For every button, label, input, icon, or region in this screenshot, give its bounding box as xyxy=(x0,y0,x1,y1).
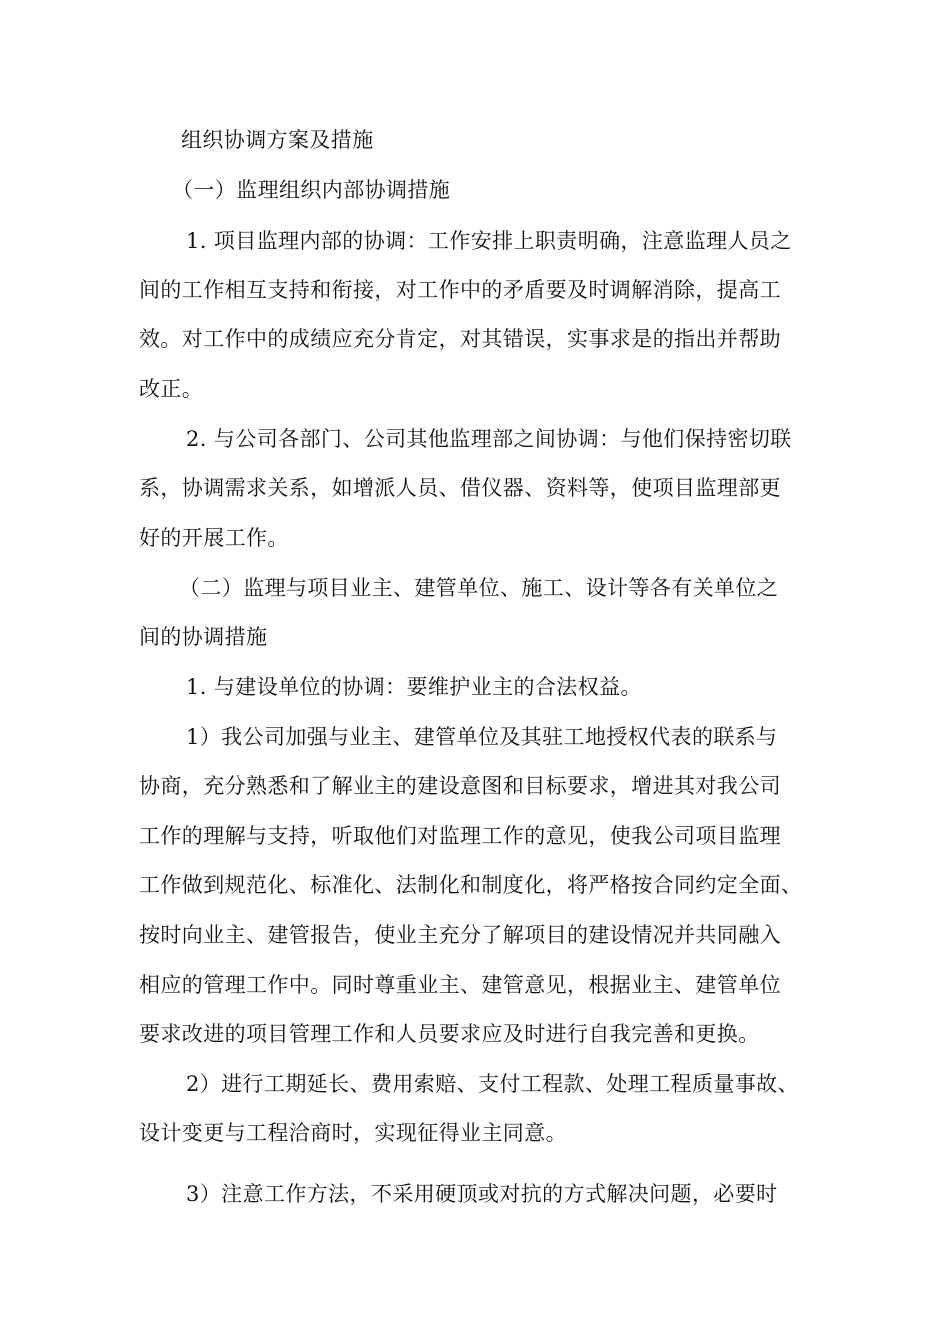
section-2-heading-cont: 间的协调措施 xyxy=(139,625,268,649)
paragraph-line: 相应的管理工作中。同时尊重业主、建管意见，根据业主、建管单位 xyxy=(139,973,781,997)
paragraph-line: 工作的理解与支持，听取他们对监理工作的意见，使我公司项目监理 xyxy=(139,824,781,848)
paragraph-line: 1. 与建设单位的协调：要维护业主的合法权益。 xyxy=(186,675,642,699)
paragraph-line: 间的工作相互支持和衔接，对工作中的矛盾要及时调解消除，提高工 xyxy=(139,278,781,302)
paragraph-line: 1）我公司加强与业主、建管单位及其驻工地授权代表的联系与 xyxy=(186,725,778,749)
paragraph-line: 系，协调需求关系，如增派人员、借仪器、资料等，使项目监理部更 xyxy=(139,476,781,500)
paragraph-line: 效。对工作中的成绩应充分肯定，对其错误，实事求是的指出并帮助 xyxy=(139,327,781,351)
paragraph-line: 要求改进的项目管理工作和人员要求应及时进行自我完善和更换。 xyxy=(139,1022,760,1046)
paragraph-line: 好的开展工作。 xyxy=(139,526,289,550)
section-1-heading: （一）监理组织内部协调措施 xyxy=(172,178,451,202)
paragraph-line: 2）进行工期延长、费用索赔、支付工程款、处理工程质量事故、 xyxy=(186,1072,799,1096)
paragraph-line: 改正。 xyxy=(139,377,204,401)
paragraph-line: 设计变更与工程洽商时，实现征得业主同意。 xyxy=(139,1121,567,1145)
paragraph-line: 协商，充分熟悉和了解业主的建设意图和目标要求，增进其对我公司 xyxy=(139,774,781,798)
paragraph-line: 3）注意工作方法，不采用硬顶或对抗的方式解决问题，必要时 xyxy=(186,1182,778,1206)
document-title: 组织协调方案及措施 xyxy=(181,128,374,152)
paragraph-line: 2. 与公司各部门、公司其他监理部之间协调：与他们保持密切联 xyxy=(186,427,792,451)
paragraph-line: 工作做到规范化、标准化、法制化和制度化，将严格按合同约定全面、 xyxy=(139,873,803,897)
paragraph-line: 1. 项目监理内部的协调：工作安排上职责明确，注意监理人员之 xyxy=(186,229,792,253)
paragraph-line: 按时向业主、建管报告，使业主充分了解项目的建设情况并共同融入 xyxy=(139,923,781,947)
section-2-heading: （二）监理与项目业主、建管单位、施工、设计等各有关单位之 xyxy=(179,576,779,600)
